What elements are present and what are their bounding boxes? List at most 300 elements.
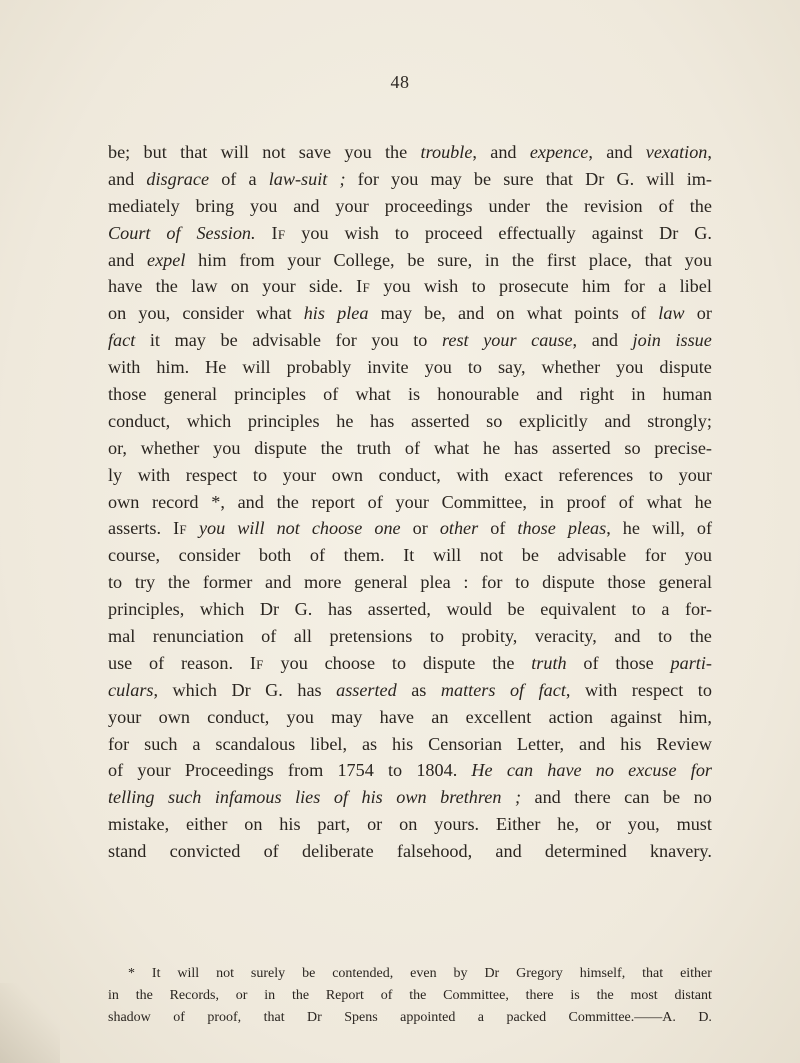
word: both: [258, 545, 292, 566]
text-line: [108, 247, 712, 274]
word: conduct,: [108, 410, 171, 431]
word: of: [630, 303, 647, 324]
word: mistake,: [108, 814, 170, 835]
word: Committee.——A.: [568, 1010, 676, 1025]
word: against: [591, 222, 644, 243]
text-line: [108, 300, 712, 327]
word: It: [151, 966, 161, 981]
word: the: [689, 195, 712, 216]
word: will: [237, 518, 265, 539]
word: equivalent: [540, 599, 617, 620]
word: expel: [147, 249, 186, 270]
word: Proceedings: [184, 760, 274, 781]
text-line: [108, 811, 712, 838]
word: be: [473, 168, 492, 189]
word: contended,: [332, 966, 394, 981]
word: Letter,: [516, 733, 565, 754]
word: G.: [616, 168, 635, 189]
word: or: [595, 814, 612, 835]
word: a: [192, 733, 201, 754]
word: but: [143, 142, 167, 162]
word: be: [521, 545, 539, 566]
word: to: [515, 572, 530, 593]
word: asserted,: [367, 599, 431, 620]
word: vexation,: [645, 142, 712, 162]
word: for-: [685, 599, 712, 620]
word: with: [456, 464, 489, 485]
word: which: [186, 410, 232, 431]
word: for: [644, 545, 667, 566]
word: shadow: [108, 1010, 151, 1025]
word: scandalous: [215, 733, 296, 754]
word: his: [361, 787, 383, 808]
text-line: [108, 166, 712, 193]
word: he: [336, 410, 354, 431]
word: choose: [311, 518, 363, 539]
word: of: [263, 841, 279, 862]
word: Review: [656, 733, 712, 754]
word: proof: [566, 491, 606, 512]
word: exact: [504, 464, 543, 485]
word: has: [297, 679, 322, 700]
word: and: [604, 410, 631, 431]
word: those: [517, 518, 556, 539]
text-line: [108, 408, 712, 435]
word: on: [496, 303, 515, 324]
word: the: [276, 491, 299, 512]
word: brethren: [440, 787, 502, 808]
word: an: [431, 706, 449, 727]
word: in: [631, 384, 646, 405]
word: If: [271, 222, 286, 243]
word: report: [311, 491, 355, 512]
word: what: [355, 384, 391, 405]
word: matters: [440, 679, 496, 700]
word: or: [235, 988, 248, 1003]
word: you: [383, 276, 411, 297]
word: Either: [495, 814, 541, 835]
word: such: [144, 733, 178, 754]
word: explicitly: [518, 410, 588, 431]
word: proceed: [424, 222, 483, 243]
word: as: [411, 679, 427, 700]
word: you: [616, 357, 644, 378]
word: try: [134, 572, 156, 593]
word: is: [570, 988, 580, 1003]
word: of: [509, 679, 525, 700]
word: :: [463, 572, 469, 593]
word: he: [694, 491, 712, 512]
word: the: [545, 195, 569, 216]
word: of: [221, 168, 237, 189]
word: may: [430, 168, 462, 189]
word: If: [356, 276, 370, 297]
word: you: [198, 518, 226, 539]
word: what: [646, 491, 682, 512]
word: of: [583, 652, 599, 673]
word: respect: [185, 464, 238, 485]
word: advisable: [252, 330, 321, 351]
word: he: [622, 518, 640, 539]
word: there: [574, 787, 611, 808]
footnote: [108, 963, 712, 1029]
word: him.: [156, 357, 190, 378]
word: Censorian: [428, 733, 502, 754]
word: that: [545, 168, 573, 189]
word: principles: [234, 384, 306, 405]
word: all: [293, 626, 312, 647]
word: first: [546, 249, 577, 270]
word: telling: [108, 787, 155, 808]
word: falsehood,: [396, 841, 473, 862]
word: be: [407, 249, 425, 270]
word: more: [304, 572, 342, 593]
word: choose: [324, 652, 376, 673]
word: to: [648, 464, 663, 485]
word: for: [357, 168, 379, 189]
word: proof,: [207, 1010, 242, 1025]
word: Committee,: [441, 491, 527, 512]
text-line: [108, 139, 712, 166]
word: He: [471, 760, 493, 781]
word: be;: [108, 142, 131, 162]
word: it: [149, 330, 160, 351]
text-line: [108, 354, 712, 381]
word: them.: [343, 545, 385, 566]
word: him: [198, 249, 227, 270]
page-number: 48: [390, 72, 410, 92]
word: Report: [325, 988, 364, 1003]
word: plea: [420, 572, 451, 593]
word: can: [624, 787, 650, 808]
word: will,: [651, 518, 685, 539]
word: *: [128, 966, 135, 981]
word: respect: [631, 679, 684, 700]
word: If: [249, 652, 264, 673]
word: revision: [584, 195, 643, 216]
text-line: [108, 623, 712, 650]
word: the: [511, 249, 535, 270]
word: own: [331, 464, 364, 485]
word: deliberate: [301, 841, 374, 862]
word: not: [216, 966, 234, 981]
word: you: [391, 168, 419, 189]
word: and: [579, 733, 606, 754]
word: renunciation: [152, 626, 244, 647]
text-line: [108, 704, 712, 731]
word: so: [624, 437, 641, 458]
word: be: [220, 330, 238, 351]
word: infamous: [214, 787, 282, 808]
word: Dr: [484, 966, 500, 981]
word: to: [467, 357, 482, 378]
word: invite: [367, 357, 409, 378]
word: will: [242, 357, 271, 378]
word: own: [108, 491, 140, 512]
word: asserted: [410, 410, 470, 431]
word: ;: [514, 787, 521, 808]
word: probity,: [461, 626, 518, 647]
word: your: [137, 760, 171, 781]
word: Committee,: [443, 988, 509, 1003]
word: D.: [698, 1010, 712, 1025]
word: against: [610, 706, 662, 727]
word: from: [239, 249, 275, 270]
word: convicted: [169, 841, 241, 862]
word: for: [481, 572, 503, 593]
word: If: [173, 518, 187, 539]
word: has: [370, 410, 395, 431]
word: the: [135, 988, 153, 1003]
word: that: [180, 142, 208, 162]
word: what: [433, 437, 470, 458]
word: pleas,: [567, 518, 611, 539]
page-corner-stain: [0, 983, 60, 1063]
word: be: [662, 787, 681, 808]
word: him: [582, 276, 611, 297]
word: of: [658, 195, 674, 216]
word: and: [490, 142, 517, 162]
word: to: [388, 760, 403, 781]
word: you,: [138, 303, 171, 324]
word: what: [256, 303, 292, 324]
word: whether: [541, 357, 601, 378]
word: your: [335, 195, 369, 216]
word: prosecute: [499, 276, 569, 297]
word: a: [248, 168, 257, 189]
word: on: [399, 814, 418, 835]
text-line: [108, 677, 712, 704]
word: consider: [178, 545, 241, 566]
word: bring: [195, 195, 235, 216]
word: will: [177, 966, 200, 981]
word: G.: [265, 679, 283, 700]
word: principles,: [108, 599, 185, 620]
word: even: [410, 966, 437, 981]
word: to: [252, 464, 268, 485]
word: Session.: [196, 222, 256, 243]
word: cause,: [531, 330, 578, 351]
word: College,: [333, 249, 395, 270]
word: trouble,: [420, 142, 477, 162]
word: probably: [286, 357, 352, 378]
word: Dr: [307, 1010, 322, 1025]
word: points: [574, 303, 619, 324]
word: of: [323, 384, 339, 405]
word: other: [439, 518, 479, 539]
word: He: [205, 357, 227, 378]
word: to: [429, 626, 444, 647]
word: have: [379, 706, 414, 727]
word: you: [371, 330, 399, 351]
word: of: [261, 626, 277, 647]
word: either: [680, 966, 712, 981]
word: wish: [344, 222, 379, 243]
word: you: [344, 142, 372, 162]
word: with: [137, 464, 171, 485]
word: Dr: [231, 679, 251, 700]
word: strongly;: [647, 410, 712, 431]
word: Gregory: [516, 966, 563, 981]
text-line: [108, 273, 712, 300]
word: honourable: [437, 384, 520, 405]
word: the: [167, 572, 191, 593]
text-line: [108, 435, 712, 462]
word: from: [287, 760, 324, 781]
word: general: [354, 572, 408, 593]
word: Records,: [169, 988, 219, 1003]
word: G.: [694, 222, 712, 243]
text-line: [108, 596, 712, 623]
word: to: [697, 679, 712, 700]
word: he: [482, 437, 501, 458]
word: consider: [182, 303, 244, 324]
word: say,: [497, 357, 526, 378]
word: im-: [686, 168, 712, 189]
word: not: [262, 142, 286, 162]
word: yours.: [434, 814, 480, 835]
word: in: [108, 988, 119, 1003]
word: with: [108, 357, 141, 378]
word: your: [395, 491, 429, 512]
word: which: [172, 679, 217, 700]
word: or: [367, 814, 383, 835]
word: your: [282, 464, 317, 485]
word: one: [374, 518, 401, 539]
word: and: [606, 142, 633, 162]
word: and: [108, 249, 135, 270]
word: wish: [423, 276, 459, 297]
word: to: [108, 572, 123, 593]
word: have: [547, 760, 582, 781]
word: and: [457, 303, 485, 324]
word: under: [488, 195, 530, 216]
word: the: [409, 988, 427, 1003]
word: record: [152, 491, 199, 512]
word: of: [696, 518, 712, 539]
word: effectually: [498, 222, 576, 243]
word: can: [506, 760, 534, 781]
word: be: [507, 599, 525, 620]
word: rest: [441, 330, 469, 351]
word: will: [220, 142, 249, 162]
word: packed: [506, 1010, 547, 1025]
word: issue: [675, 330, 712, 351]
word: a: [661, 599, 670, 620]
word: be: [302, 966, 316, 981]
word: those: [607, 572, 646, 593]
word: your: [287, 249, 321, 270]
word: you: [286, 706, 314, 727]
word: dispute: [254, 437, 307, 458]
word: sure,: [437, 249, 473, 270]
word: so: [486, 410, 503, 431]
text-line: [108, 569, 712, 596]
word: by: [453, 966, 468, 981]
word: Dr: [585, 168, 605, 189]
word: as: [361, 733, 378, 754]
word: the: [320, 437, 343, 458]
word: those: [615, 652, 654, 673]
footnote-line: [108, 1007, 712, 1029]
word: you,: [627, 814, 660, 835]
word: asserted: [336, 679, 397, 700]
word: truth: [531, 652, 567, 673]
word: has: [513, 437, 539, 458]
word: his: [279, 814, 301, 835]
word: that: [263, 1010, 285, 1025]
word: reason.: [181, 652, 234, 673]
text-line: [108, 515, 712, 542]
word: of: [309, 545, 326, 566]
word: in: [264, 988, 276, 1003]
word: conduct,: [378, 464, 441, 485]
word: excuse: [628, 760, 677, 781]
word: law: [191, 276, 218, 297]
word: that: [644, 249, 672, 270]
word: to: [631, 599, 646, 620]
word: determined: [544, 841, 627, 862]
word: may: [174, 330, 206, 351]
word: general: [658, 572, 712, 593]
word: and: [614, 626, 641, 647]
word: most: [630, 988, 658, 1003]
word: of: [490, 518, 506, 539]
word: whether: [140, 437, 200, 458]
word: and: [237, 491, 264, 512]
word: you: [684, 545, 712, 566]
word: conduct,: [207, 706, 270, 727]
word: of: [367, 491, 383, 512]
word: 1804.: [416, 760, 458, 781]
text-line: [108, 757, 712, 784]
word: mediately: [108, 195, 180, 216]
text-line: [108, 542, 712, 569]
word: expence,: [529, 142, 593, 162]
word: not: [276, 518, 300, 539]
word: you: [250, 195, 278, 216]
word: with: [584, 679, 618, 700]
word: of: [108, 760, 124, 781]
word: fact: [108, 330, 136, 351]
word: mal: [108, 626, 136, 647]
word: for: [108, 733, 130, 754]
word: of: [166, 222, 181, 243]
word: be,: [424, 303, 446, 324]
word: he,: [557, 814, 579, 835]
word: such: [168, 787, 202, 808]
word: Spens: [344, 1010, 378, 1025]
word: the: [291, 988, 310, 1003]
word: save: [298, 142, 332, 162]
word: libel: [679, 276, 712, 297]
word: use: [108, 652, 133, 673]
word: the: [689, 626, 712, 647]
word: your: [108, 706, 142, 727]
text-line: [108, 220, 712, 247]
word: right: [579, 384, 615, 405]
word: for: [623, 276, 645, 297]
word: his: [303, 303, 325, 324]
word: asserts.: [108, 518, 162, 539]
word: not: [479, 545, 504, 566]
word: to: [391, 652, 407, 673]
word: may: [380, 303, 412, 324]
word: the: [492, 652, 515, 673]
word: pretensions: [329, 626, 413, 647]
word: own: [158, 706, 190, 727]
word: will: [646, 168, 675, 189]
